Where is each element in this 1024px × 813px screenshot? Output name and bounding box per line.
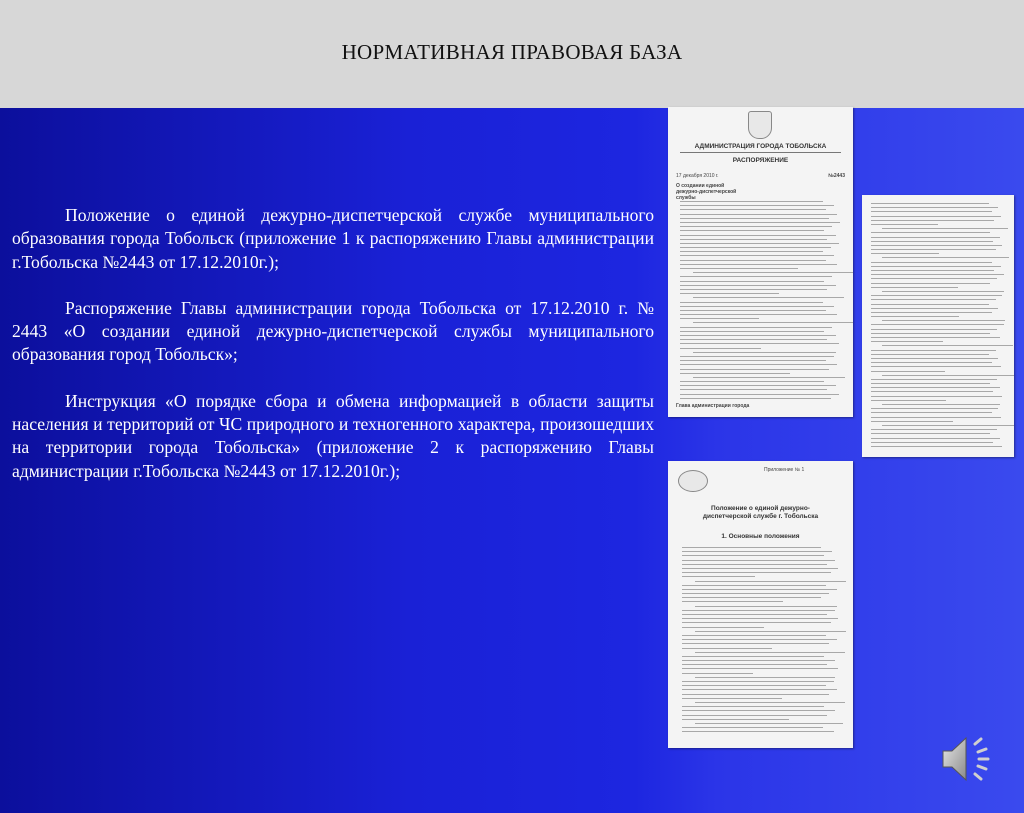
scan-text-line [682, 601, 783, 602]
scan-text-line [682, 560, 835, 561]
scan-text-line [680, 302, 823, 303]
order-scan [668, 107, 853, 417]
scan-text-line [871, 278, 997, 279]
scan-text-line [871, 421, 953, 422]
scan-text-line [680, 335, 836, 336]
scan-text-line [680, 339, 827, 340]
scan-text-line [871, 391, 993, 392]
scan-text-line [871, 337, 1000, 338]
scan-text-line [871, 354, 989, 355]
scan-text-line [871, 396, 1002, 397]
scan-text-line [871, 266, 1001, 267]
scan-text-line [871, 429, 997, 430]
scan-text-line [882, 404, 1000, 405]
scan-text-line [680, 310, 826, 311]
scan-text-line [693, 352, 836, 353]
scan-text-line [680, 281, 824, 282]
scan-text-line [680, 247, 831, 248]
scan-text-line [882, 345, 1013, 346]
scan-text-line [682, 719, 789, 720]
scan-text-line [680, 276, 832, 277]
scan-text-line [682, 568, 838, 569]
scan-text-line [871, 333, 990, 334]
paragraph-regulation: Положение о единой дежурно-диспетчерской службе муниципального образования города Тобольск (приложение 1 к распоряжению Главы администрации г.Тобольска №2443 от 17.12.2010г.); [12, 205, 654, 272]
scan-text-line [871, 232, 990, 233]
scan-text-line [682, 706, 824, 707]
scan-text-line [871, 207, 998, 208]
scan-text-line [680, 218, 829, 219]
scan-text-line [680, 205, 834, 206]
speaker-icon[interactable] [937, 728, 999, 790]
order-org: АДМИНИСТРАЦИЯ ГОРОДА ТОБОЛЬСКА [694, 143, 827, 150]
scan-text-line [682, 731, 834, 732]
scan-text-line [682, 694, 829, 695]
scan-text-line [682, 618, 838, 619]
scan-text-line [682, 643, 829, 644]
scan-text-line [871, 287, 958, 288]
scan-text-line [682, 593, 829, 594]
scan-text-line [882, 425, 1014, 426]
scan-text-line [871, 203, 989, 204]
scan-text-line [680, 289, 827, 290]
order-type: РАСПОРЯЖЕНИЕ [732, 157, 789, 164]
scan-text-line [680, 285, 836, 286]
scan-text-line [871, 299, 996, 300]
scan-text-line [871, 270, 994, 271]
scan-text-line [682, 656, 824, 657]
scan-text-line [871, 211, 992, 212]
scan-text-line [682, 614, 827, 615]
scan-text-line [680, 389, 827, 390]
appendix-heading: Положение о единой дежурно-диспетчерской службе г. Тобольска [702, 505, 819, 520]
scan-text-line [682, 681, 834, 682]
scan-text-line [882, 320, 1005, 321]
scan-text-line [680, 251, 823, 252]
appendix-scan [668, 461, 853, 748]
scan-text-line [682, 576, 755, 577]
scan-text-line [680, 348, 761, 349]
page-2-text-lines [871, 203, 1005, 450]
scan-text-line [682, 585, 826, 586]
scan-text-line [871, 387, 1000, 388]
header-bar [0, 0, 1024, 108]
scan-text-line [682, 610, 835, 611]
appendix-text-lines [682, 547, 840, 735]
scan-text-line [680, 293, 779, 294]
scan-text-line [680, 385, 836, 386]
order-signature: Глава администрации города [676, 403, 750, 409]
scan-text-line [871, 366, 1001, 367]
text-body [12, 204, 654, 506]
scan-text-line [871, 283, 990, 284]
scan-text-line [882, 291, 1004, 292]
scan-text-line [680, 255, 834, 256]
scan-text-line [695, 652, 845, 653]
scan-text-line [871, 304, 989, 305]
scan-text-line [682, 648, 772, 649]
scan-text-line [680, 209, 826, 210]
scan-text-line [682, 685, 826, 686]
order-text-lines [680, 201, 842, 402]
scan-text-line [682, 639, 837, 640]
scan-text-line [871, 245, 1002, 246]
scan-text-line [871, 216, 1001, 217]
scan-text-line [680, 356, 834, 357]
scan-text-line [680, 306, 834, 307]
scan-text-line [680, 201, 823, 202]
slide-title: НОРМАТИВНАЯ ПРАВОВАЯ БАЗА [341, 40, 683, 64]
scan-text-line [682, 551, 832, 552]
scan-text-line [871, 324, 1004, 325]
scan-text-line [871, 312, 992, 313]
scan-text-line [680, 318, 759, 319]
scan-text-line [871, 442, 993, 443]
scan-text-line [682, 673, 753, 674]
scan-text-line [680, 222, 840, 223]
scan-text-line [682, 668, 838, 669]
scan-text-line [882, 257, 1009, 258]
scan-text-line [682, 547, 821, 548]
scan-text-line [693, 377, 845, 378]
scan-text-line [882, 375, 1014, 376]
order-date: 17 декабря 2010 г. [676, 173, 719, 179]
appendix-section: 1. Основные положения [721, 533, 800, 540]
scan-text-line [695, 606, 837, 607]
scan-text-line [682, 710, 835, 711]
scan-text-line [680, 260, 826, 261]
scan-text-line [680, 381, 824, 382]
stamp-icon [678, 470, 708, 492]
scan-text-line [693, 322, 853, 323]
scan-text-line [871, 220, 994, 221]
scan-text-line [680, 239, 827, 240]
appendix-label: Приложение № 1 [764, 467, 805, 473]
scan-text-line [680, 369, 829, 370]
scan-text-line [680, 235, 836, 236]
scan-text-line [871, 362, 992, 363]
scan-text-line [695, 677, 836, 678]
scan-text-line [871, 446, 1002, 447]
scan-text-line [680, 314, 837, 315]
scan-text-line [682, 564, 827, 565]
scan-text-line [680, 214, 837, 215]
scan-text-line [680, 360, 826, 361]
scan-text-line [871, 400, 946, 401]
paragraph-order: Распоряжение Главы администрации города Тобольска от 17.12.2010 г. № 2443 «О создании единой дежурно-диспетчерской службы муниципального образования город Тобольск»; [12, 297, 654, 365]
scan-text-line [871, 295, 1002, 296]
scan-text-line [682, 727, 823, 728]
scan-text-line [871, 262, 992, 263]
scan-text-line [682, 589, 837, 590]
scan-text-line [680, 343, 839, 344]
scan-text-line [695, 581, 847, 582]
scan-text-line [871, 371, 945, 372]
order-page-2-scan [862, 195, 1014, 457]
scan-text-line [871, 224, 938, 225]
scan-text-line [871, 341, 943, 342]
scan-text-line [871, 274, 1004, 275]
scan-text-line [682, 555, 824, 556]
scan-text-line [682, 635, 826, 636]
scan-text-line [680, 264, 837, 265]
scan-text-line [695, 702, 845, 703]
scan-text-line [682, 660, 835, 661]
scan-text-line [680, 243, 839, 244]
scan-text-line [680, 398, 831, 399]
scan-text-line [871, 408, 998, 409]
order-subject: О создании единой дежурно-диспетчерской службы [676, 183, 737, 201]
scan-text-line [871, 383, 990, 384]
scan-text-line [871, 253, 939, 254]
scan-text-line [680, 331, 824, 332]
scan-text-line [695, 631, 847, 632]
scan-text-line [871, 438, 1000, 439]
scan-text-line [871, 241, 993, 242]
scan-text-line [680, 268, 798, 269]
scan-text-line [680, 327, 832, 328]
scan-text-line [682, 597, 821, 598]
scan-text-line [871, 350, 996, 351]
scan-text-line [680, 226, 832, 227]
scan-text-line [871, 249, 996, 250]
scan-text-line [680, 230, 824, 231]
scan-text-line [871, 358, 998, 359]
scan-text-line [682, 622, 831, 623]
scan-text-line [682, 572, 831, 573]
scan-text-line [682, 627, 764, 628]
scan-text-line [871, 417, 1001, 418]
scan-text-line [695, 723, 844, 724]
scan-text-line [871, 237, 1000, 238]
scan-text-line [871, 316, 959, 317]
scan-text-line [680, 394, 839, 395]
scan-text-line [871, 412, 992, 413]
scan-text-line [682, 664, 827, 665]
scan-text-line [682, 715, 827, 716]
scan-text-line [871, 379, 997, 380]
scan-text-line [680, 373, 790, 374]
paragraph-instruction: Инструкция «О порядке сбора и обмена информацией в области защиты населения и территорий от ЧС природного и техногенного характера, произошедших на территории города Тобольска» (приложение 2 к распоряжению Главы администрации г.Тобольска №2443 от 17.12.2010г.); [12, 390, 654, 481]
scan-text-line [871, 308, 998, 309]
scan-text-line [682, 698, 782, 699]
coat-of-arms-icon [748, 111, 772, 139]
scan-text-line [680, 364, 837, 365]
scan-text-line [682, 689, 837, 690]
scan-text-line [871, 329, 997, 330]
scan-text-line [882, 228, 1008, 229]
scan-text-line [871, 433, 990, 434]
scan-text-line [693, 272, 853, 273]
scan-text-line [693, 297, 844, 298]
order-number: №2443 [828, 173, 845, 179]
